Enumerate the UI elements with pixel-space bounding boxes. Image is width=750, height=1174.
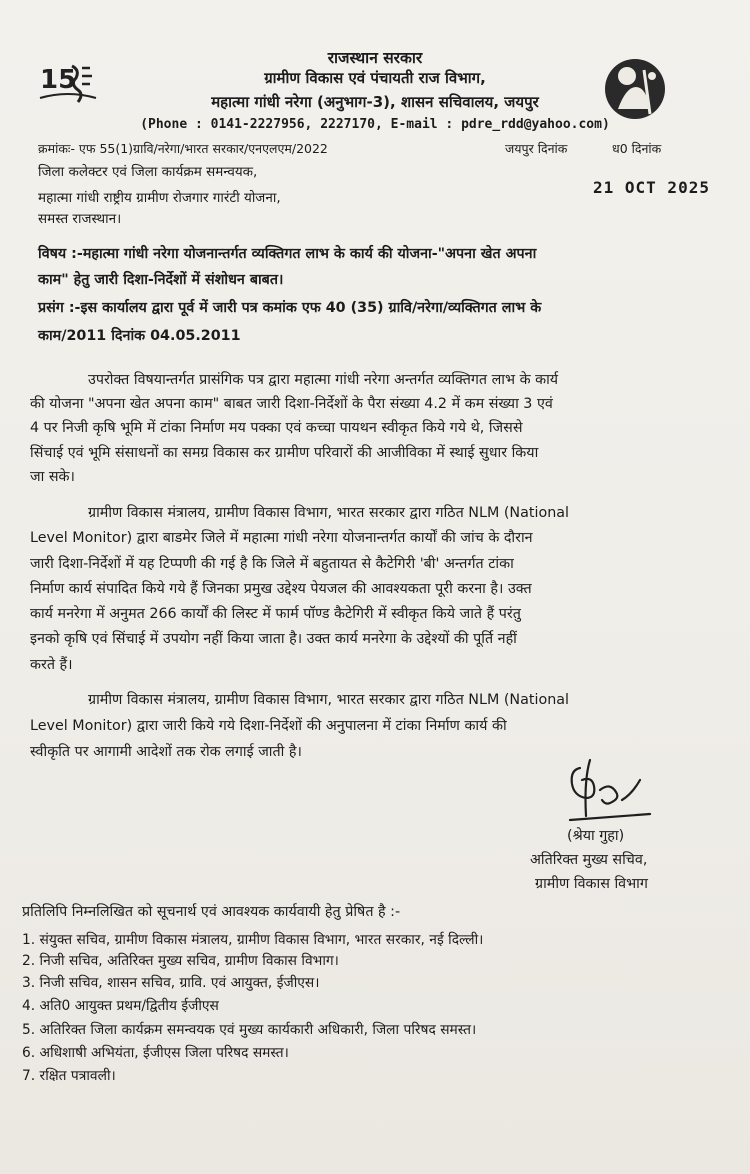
para3-line-2: Level Monitor) द्वारा जारी किये गये दिशा-निर्देशों की अनुपालना में टांका निर्माण कार्य की xyxy=(30,718,507,734)
copy-to-item: 5. अतिरिक्त जिला कार्यक्रम समन्वयक एवं मुख्य कार्यकारी अधिकारी, जिला परिषद समस्त। xyxy=(22,1022,477,1038)
reference-line-2: काम/2011 दिनांक 04.05.2011 xyxy=(38,328,241,344)
para2-line-7: करते हैं। xyxy=(30,657,73,673)
copy-to-item: 3. निजी सचिव, शासन सचिव, ग्रावि. एवं आयुक्त, ईजीएस। xyxy=(22,975,320,991)
reference-line-1: प्रसंग :-इस कार्यालय द्वारा पूर्व में जारी पत्र कमांक एफ 40 (35) ग्रावि/नरेगा/व्यक्तिगत लाभ के xyxy=(38,300,542,316)
subject-line-2: काम" हेतु जारी दिशा-निर्देशों में संशोधन बाबत। xyxy=(38,272,284,288)
copy-to-item: 7. रक्षित पत्रावली। xyxy=(22,1068,116,1084)
letter-ref-number: क्रमांकः- एफ 55(1)ग्रावि/नरेगा/भारत सरकार/एनएलएम/2022 xyxy=(38,141,328,156)
para3-line-3: स्वीकृति पर आगामी आदेशों तक रोक लगाई जाती है। xyxy=(30,744,302,760)
department-name: ग्रामीण विकास एवं पंचायती राज विभाग, xyxy=(264,69,486,87)
para1-line-4: सिंचाई एवं भूमि संसाधनों का समग्र विकास कर ग्रामीण परिवारों की आजीविका में स्थाई सुधार किया xyxy=(30,445,539,461)
para1-line-3: 4 पर निजी कृषि भूमि में टांका निर्माण मय पक्का एवं कच्चा पायथन स्वीकृत किये गये थे, जिससे xyxy=(30,420,523,436)
signature-icon xyxy=(540,750,690,830)
addressee-line-1: जिला कलेक्टर एवं जिला कार्यक्रम समन्वयक, xyxy=(38,164,258,180)
para2-line-4: निर्माण कार्य संपादित किये गये हैं जिनका प्रमुख उद्देश्य पेयजल की आवश्यकता पूरी करना है। उक्त xyxy=(30,581,532,597)
subject-line-1: विषय :-महात्मा गांधी नरेगा योजनान्तर्गत व्यक्तिगत लाभ के कार्य की योजना-"अपना खेत अपना xyxy=(38,246,537,262)
date-stamp: 21 OCT 2025 xyxy=(593,178,710,197)
signatory-name: (श्रेया गुहा) xyxy=(567,828,625,844)
para2-line-5: कार्य मनरेगा में अनुमत 266 कार्यों की लिस्ट में फार्म पॉण्ड कैटेगिरी में स्वीकृत किये जाते हैं परंतु xyxy=(30,606,521,622)
addressee-line-3: समस्त राजस्थान। xyxy=(38,211,122,227)
addressee-line-2: महात्मा गांधी राष्ट्रीय ग्रामीण रोजगार गारंटी योजना, xyxy=(38,190,281,206)
para1-line-5: जा सके। xyxy=(30,469,75,485)
copy-to-item: 1. संयुक्त सचिव, ग्रामीण विकास मंत्रालय, ग्रामीण विकास विभाग, भारत सरकार, नई दिल्ली। xyxy=(22,932,484,948)
copy-to-heading: प्रतिलिपि निम्नलिखित को सूचनार्थ एवं आवश्यक कार्यवायी हेतु प्रेषित है :- xyxy=(22,904,401,920)
signatory-department: ग्रामीण विकास विभाग xyxy=(535,876,648,892)
svg-text:15: 15 xyxy=(40,65,77,95)
para1-line-1: उपरोक्त विषयान्तर्गत प्रासंगिक पत्र द्वारा महात्मा गांधी नरेगा अन्तर्गत व्यक्तिगत लाभ के कार्य xyxy=(88,372,559,388)
para3-line-1: ग्रामीण विकास मंत्रालय, ग्रामीण विकास विभाग, भारत सरकार द्वारा गठित NLM (National xyxy=(88,692,569,708)
copy-to-item: 6. अधिशाषी अभियंता, ईजीएस जिला परिषद समस्त। xyxy=(22,1045,289,1061)
place-date-label: जयपुर दिनांक xyxy=(505,141,568,156)
para2-line-3: जारी दिशा-निर्देशों में यह टिप्पणी की गई है कि जिले में बहुतायत से कैटेगिरी 'बी' अन्तर्गत टांका xyxy=(30,556,514,572)
copy-to-item: 4. अति0 आयुक्त प्रथम/द्वितीय ईजीएस xyxy=(22,998,219,1014)
date-label: ध0 दिनांक xyxy=(612,141,662,156)
para2-line-1: ग्रामीण विकास मंत्रालय, ग्रामीण विकास विभाग, भारत सरकार द्वारा गठित NLM (National xyxy=(88,505,569,521)
copy-to-item: 2. निजी सचिव, अतिरिक्त मुख्य सचिव, ग्रामीण विकास विभाग। xyxy=(22,953,339,969)
para2-line-2: Level Monitor) द्वारा बाडमेर जिले में महात्मा गांधी नरेगा योजनान्तर्गत कार्यों की जांच के दौरान xyxy=(30,530,533,546)
para2-line-6: इनको कृषि एवं सिंचाई में उपयोग नहीं किया जाता है। उक्त कार्य मनरेगा के उद्देश्यों की पूर्ति नहीं xyxy=(30,631,517,647)
contact-line: (Phone : 0141-2227956, 2227170, E-mail : pdre_rdd@yahoo.com) xyxy=(140,117,610,132)
section-address: महात्मा गांधी नरेगा (अनुभाग-3), शासन सचिवालय, जयपुर xyxy=(211,93,539,111)
signatory-designation: अतिरिक्त मुख्य सचिव, xyxy=(530,852,648,868)
para1-line-2: की योजना "अपना खेत अपना काम" बाबत जारी दिशा-निर्देशों के पैरा संख्या 4.2 में कम संख्या 3 एवं xyxy=(30,396,553,412)
govt-name: राजस्थान सरकार xyxy=(327,49,423,67)
